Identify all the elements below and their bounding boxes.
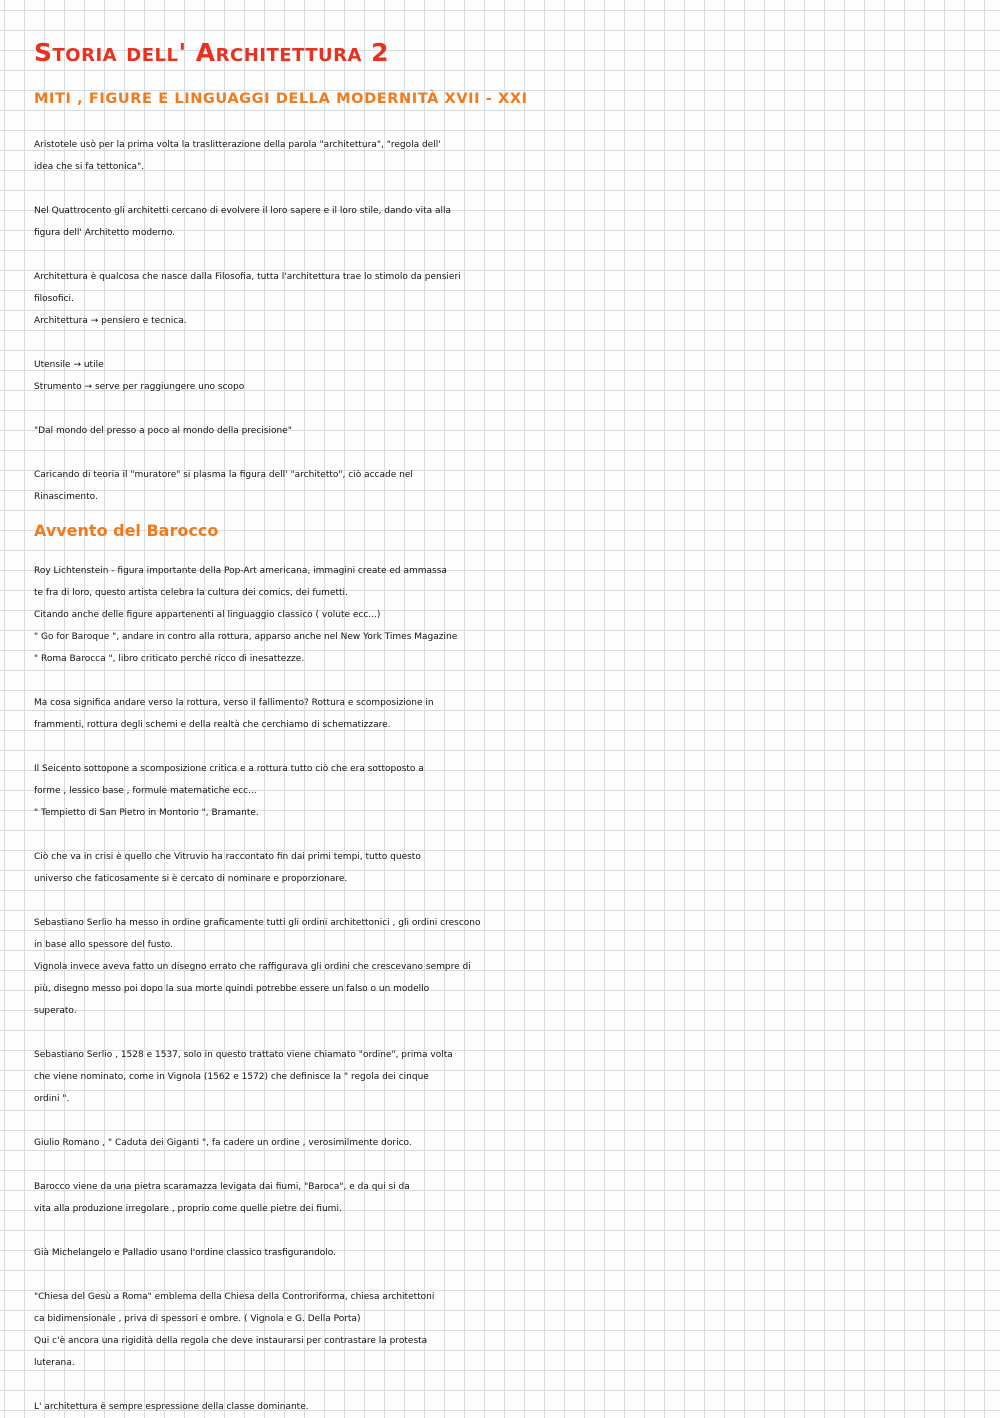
text-line: Ciò che va in crisi è quello che Vitruvio ha raccontato fin dai primi tempi, tutto questo — [34, 852, 421, 862]
notes-page — [34, 30, 980, 1418]
text-line: ordini ". — [34, 1094, 70, 1104]
text-line: L' architettura è sempre espressione della classe dominante. — [34, 1402, 309, 1412]
text-line: Rinascimento. — [34, 492, 98, 502]
section-intro — [34, 134, 980, 508]
text-line: " Roma Barocca ", libro criticato perché ricco di inesattezze. — [34, 654, 305, 664]
paragraph — [34, 266, 980, 332]
paragraph — [34, 464, 980, 508]
text-line: Vignola invece aveva fatto un disegno errato che raffigurava gli ordini che crescevano sempre di — [34, 962, 471, 972]
text-line: Qui c'è ancora una rigidità della regola che deve instaurarsi per contrastare la protesta — [34, 1336, 428, 1346]
text-line: Sebastiano Serlio ha messo in ordine graficamente tutti gli ordini architettonici , gli ordini crescono — [34, 918, 481, 928]
paragraph — [34, 912, 980, 1022]
text-line: idea che si fa tettonica". — [34, 162, 145, 172]
text-line: te fra di loro, questo artista celebra la cultura dei comics, dei fumetti. — [34, 588, 348, 598]
page-subtitle: MITI , FIGURE E LINGUAGGI DELLA MODERNITÀ XVII - XXI — [34, 91, 528, 107]
text-line: Sebastiano Serlio , 1528 e 1537, solo in questo trattato viene chiamato "ordine", prima volta — [34, 1050, 453, 1060]
text-line: Barocco viene da una pietra scaramazza levigata dai fiumi, "Baroca", e da qui si da — [34, 1182, 410, 1192]
paragraph — [34, 1286, 980, 1374]
text-line: Aristotele usò per la prima volta la traslitterazione della parola "architettura", "regola dell' — [34, 140, 441, 150]
text-line: Strumento → serve per raggiungere uno scopo — [34, 382, 245, 392]
text-line: Ma cosa significa andare verso la rottura, verso il fallimento? Rottura e scomposizione in — [34, 698, 434, 708]
paragraph — [34, 1176, 980, 1220]
paragraph — [34, 354, 980, 398]
text-line: "Chiesa del Gesù a Roma" emblema della Chiesa della Controriforma, chiesa architettoni — [34, 1292, 435, 1302]
paragraph — [34, 420, 980, 442]
paragraph — [34, 846, 980, 890]
text-line: ca bidimensionale , priva di spessori e ombre. ( Vignola e G. Della Porta) — [34, 1314, 361, 1324]
paragraph — [34, 200, 980, 244]
text-line: Giulio Romano , " Caduta dei Giganti ", fa cadere un ordine , verosimilmente dorico. — [34, 1138, 412, 1148]
text-line: " Go for Baroque ", andare in contro alla rottura, apparso anche nel New York Times Magazine — [34, 632, 458, 642]
text-line: Nel Quattrocento gli architetti cercano di evolvere il loro sapere e il loro stile, dando vita alla — [34, 206, 452, 216]
text-line: vita alla produzione irregolare , proprio come quelle pietre dei fiumi. — [34, 1204, 342, 1214]
paragraph — [34, 560, 980, 670]
text-line: Citando anche delle figure appartenenti al linguaggio classico ( volute ecc...) — [34, 610, 381, 620]
text-line: frammenti, rottura degli schemi e della realtà che cerchiamo di schematizzare. — [34, 720, 391, 730]
section-title-barocco: Avvento del Barocco — [34, 521, 219, 540]
paragraph — [34, 758, 980, 824]
paragraph — [34, 1044, 980, 1110]
text-line: figura dell' Architetto moderno. — [34, 228, 176, 238]
text-line: che viene nominato, come in Vignola (1562 e 1572) che definisce la " regola dei cinque — [34, 1072, 429, 1082]
text-line: " Tempietto di San Pietro in Montorio ", Bramante. — [34, 808, 259, 818]
text-line: universo che faticosamente si è cercato di nominare e proporzionare. — [34, 874, 348, 884]
text-line: Utensile → utile — [34, 360, 104, 370]
text-line: Già Michelangelo e Palladio usano l'ordine classico trasfigurandolo. — [34, 1248, 337, 1258]
page-title: Storia dell' Architettura 2 — [34, 38, 390, 67]
paragraph — [34, 134, 980, 178]
section-barocco — [34, 560, 980, 1418]
text-line: Il Seicento sottopone a scomposizione critica e a rottura tutto ciò che era sottoposto a — [34, 764, 424, 774]
text-line: filosofici. — [34, 294, 74, 304]
paragraph — [34, 1242, 980, 1264]
text-line: Architettura è qualcosa che nasce dalla Filosofia, tutta l'architettura trae lo stimolo da pensieri — [34, 272, 461, 282]
text-line: Architettura → pensiero e tecnica. — [34, 316, 187, 326]
text-line: in base allo spessore del fusto. — [34, 940, 173, 950]
paragraph — [34, 1132, 980, 1154]
paragraph — [34, 692, 980, 736]
text-line: Caricando di teoria il "muratore" si plasma la figura dell' "architetto", ciò accade nel — [34, 470, 413, 480]
text-line: luterana. — [34, 1358, 75, 1368]
text-line: più, disegno messo poi dopo la sua morte quindi potrebbe essere un falso o un modello — [34, 984, 430, 994]
text-line: forme , lessico base , formule matematiche ecc... — [34, 786, 257, 796]
text-line: Roy Lichtenstein - figura importante della Pop-Art americana, immagini create ed ammassa — [34, 566, 447, 576]
text-line: "Dal mondo del presso a poco al mondo della precisione" — [34, 426, 292, 436]
text-line: superato. — [34, 1006, 77, 1016]
